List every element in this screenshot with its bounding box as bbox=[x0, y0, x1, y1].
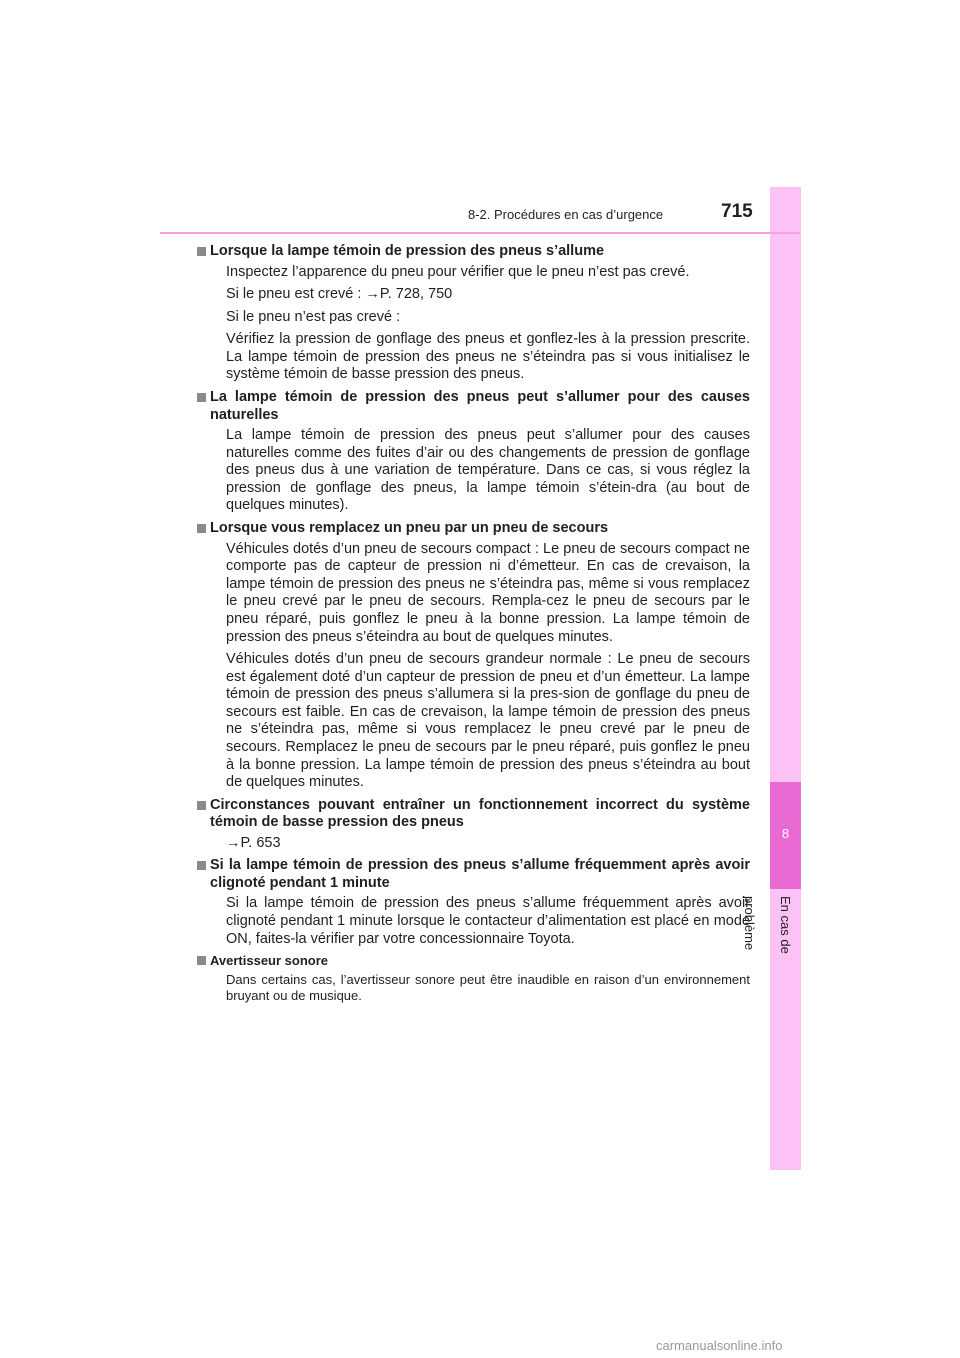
paragraph: Véhicules dotés d’un pneu de secours grandeur normale : Le pneu de secours est également doté d’un capteur de pression de pneu et d’un émetteur. La lampe témoin de pression des pneus s’allumera si la pres-sion de gonflage du pneu de secours est faible. En cas de crevaison, la lampe témoin de pression des pneus ne s’éteindra pas, même si vous remplacez le pneu crevé par le pneu de secours. Remplacez le pneu de secours par le pneu réparé, puis gonflez le pneu à la bonne pression. La lampe témoin de pression des pneus s’éteindra au bout de quelques minutes. bbox=[226, 651, 750, 791]
page-number: 715 bbox=[721, 201, 753, 222]
section-clignote bbox=[210, 857, 750, 948]
square-bullet-icon bbox=[197, 861, 206, 870]
paragraph: Vérifiez la pression de gonflage des pneus et gonflez-les à la pression prescrite. La lampe témoin de pression des pneus ne s’éteindra pas si vous initialisez le système témoin de basse pression des pneus. bbox=[226, 331, 750, 383]
page-reference: →P. 653 bbox=[226, 834, 281, 851]
paragraph: Véhicules dotés d’un pneu de secours compact : Le pneu de secours compact ne comporte pas de capteur de pression ni d’émetteur. En cas de crevaison, la lampe témoin de pression des pneus ne s’éteindra pas, même si vous remplacez le pneu crevé par le pneu de secours. Rempla-cez le pneu de secours par le pneu réparé, puis gonflez le pneu à la bonne pression. La lampe témoin de pression des pneus s’éteindra au bout de quelques minutes. bbox=[226, 540, 750, 645]
section-lampe-allume bbox=[210, 243, 750, 384]
square-bullet-icon bbox=[197, 801, 206, 810]
section-avertisseur bbox=[210, 953, 750, 1004]
square-bullet-icon bbox=[197, 956, 206, 965]
section-title: Lorsque vous remplacez un pneu par un pneu de secours bbox=[210, 520, 750, 538]
square-bullet-icon bbox=[197, 393, 206, 402]
paragraph: Dans certains cas, l’avertisseur sonore peut être inaudible en raison d’un environnement bruyant ou de musique. bbox=[226, 972, 750, 1004]
section-title: Circonstances pouvant entraîner un fonctionnement incorrect du système témoin de basse pression des pneus bbox=[210, 797, 750, 832]
watermark: carmanualsonline.info bbox=[656, 1338, 783, 1353]
paragraph: Si le pneu n’est pas crevé : bbox=[226, 308, 401, 325]
section-title: Si la lampe témoin de pression des pneus s’allume fréquemment après avoir clignoté pendant 1 minute bbox=[210, 857, 750, 892]
paragraph: Si le pneu est crevé : →P. 728, 750 bbox=[226, 286, 453, 303]
section-title: Avertisseur sonore bbox=[210, 953, 750, 969]
paragraph: La lampe témoin de pression des pneus peut s’allumer pour des causes naturelles comme des fuites d’air ou des changements de pression de gonflage des pneus dus à une variation de température. Dans ce cas, si vous réglez la pression de gonflage des pneus, la lampe témoin s’étein-dra (au bout de quelques minutes). bbox=[226, 427, 750, 514]
chapter-number: 8 bbox=[781, 826, 790, 841]
header-section-title: 8-2. Procédures en cas d’urgence bbox=[468, 207, 664, 222]
section-causes-naturelles bbox=[210, 389, 750, 515]
section-circonstances bbox=[210, 797, 750, 853]
section-title: Lorsque la lampe témoin de pression des pneus s’allume bbox=[210, 243, 750, 261]
square-bullet-icon bbox=[197, 247, 206, 256]
square-bullet-icon bbox=[197, 524, 206, 533]
section-pneu-secours bbox=[210, 520, 750, 792]
section-title: La lampe témoin de pression des pneus peut s’allumer pour des causes naturelles bbox=[210, 389, 750, 424]
page-content bbox=[210, 243, 750, 1009]
paragraph: Inspectez l’apparence du pneu pour vérifier que le pneu n’est pas crevé. bbox=[226, 263, 690, 280]
chapter-label: En cas de problème bbox=[742, 896, 793, 954]
header-rule bbox=[160, 232, 800, 234]
paragraph: Si la lampe témoin de pression des pneus s’allume fréquemment après avoir clignoté pendant 1 minute lorsque le contacteur d’alimentation est placé en mode ON, faites-la vérifier par votre concessionnaire Toyota. bbox=[226, 895, 750, 947]
side-tab bbox=[770, 187, 801, 1170]
